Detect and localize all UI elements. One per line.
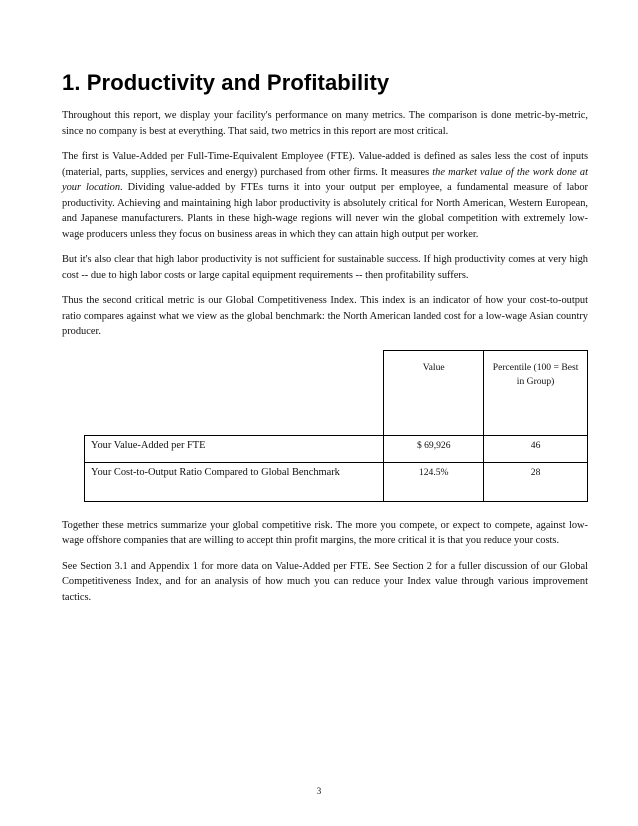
page-title: 1. Productivity and Profitability — [62, 70, 390, 95]
table-header-blank — [85, 350, 384, 435]
table-header-percentile: Percentile (100 = Best in Group) — [484, 350, 588, 435]
row-label: Your Value-Added per FTE — [85, 435, 384, 462]
row-label: Your Cost-to-Output Ratio Compared to Global Benchmark — [85, 462, 384, 501]
para2-italic: the market value of the work done at your location — [62, 166, 588, 193]
paragraph-intro: Throughout this report, we display your facility's performance on many metrics. The comparison is done metric-by-metric, since no company is best at everything. That said, two metrics in this report are most critical. — [62, 110, 588, 137]
table-header-row — [85, 350, 588, 435]
row-percentile: 28 — [484, 462, 588, 501]
row-percentile: 46 — [484, 435, 588, 462]
page-number: 3 — [316, 786, 322, 796]
table-header-value: Value — [384, 350, 484, 435]
document-page — [62, 70, 588, 615]
table-row — [85, 435, 588, 462]
paragraph-risk: Together these metrics summarize your global competitive risk. The more you compete, or expect to compete, against low-wage offshore companies that are willing to accept thin profit margins, the more critical it is that you reduce your costs. — [62, 519, 588, 546]
para2-before: The first is Value-Added per Full-Time-Equivalent Employee (FTE). Value-added is defined as sales less the cost of inputs (material, parts, supplies, services and energy) purchased from other firms. It measures — [62, 151, 588, 178]
table-row — [85, 462, 588, 501]
paragraph-references: See Section 3.1 and Appendix 1 for more data on Value-Added per FTE. See Section 2 for a fuller discussion of our Global Competitiveness Index, and for an analysis of how much you can reduce your Index value through various improvement tactics. — [62, 560, 588, 603]
paragraph-gci: Thus the second critical metric is our Global Competitiveness Index. This index is an indicator of how your cost-to-output ratio compares against what we view as the global benchmark: the North American landed cost for a low-wage Asian country producer. — [62, 295, 588, 337]
metrics-table — [84, 350, 588, 502]
row-value: 124.5% — [384, 462, 484, 501]
paragraph-profitability: But it's also clear that high labor productivity is not sufficient for sustainable success. If high productivity comes at very high cost -- due to high labor costs or large capital equipment requirements -- then profitability suffers. — [62, 254, 588, 281]
row-value: $ 69,926 — [384, 435, 484, 462]
paragraph-value-added — [62, 149, 588, 242]
para2-after: . Dividing value-added by FTEs turns it into your output per employee, a fundamental measure of labor productivity. Achieving and maintaining high labor productivity is absolutely critical for North American, Western European, and Japanese manufacturers. Plants in these high-wage regions will never win the global competition with extremely low-wage producers unless they focus on business areas in which they can attain high output per worker. — [62, 182, 588, 240]
